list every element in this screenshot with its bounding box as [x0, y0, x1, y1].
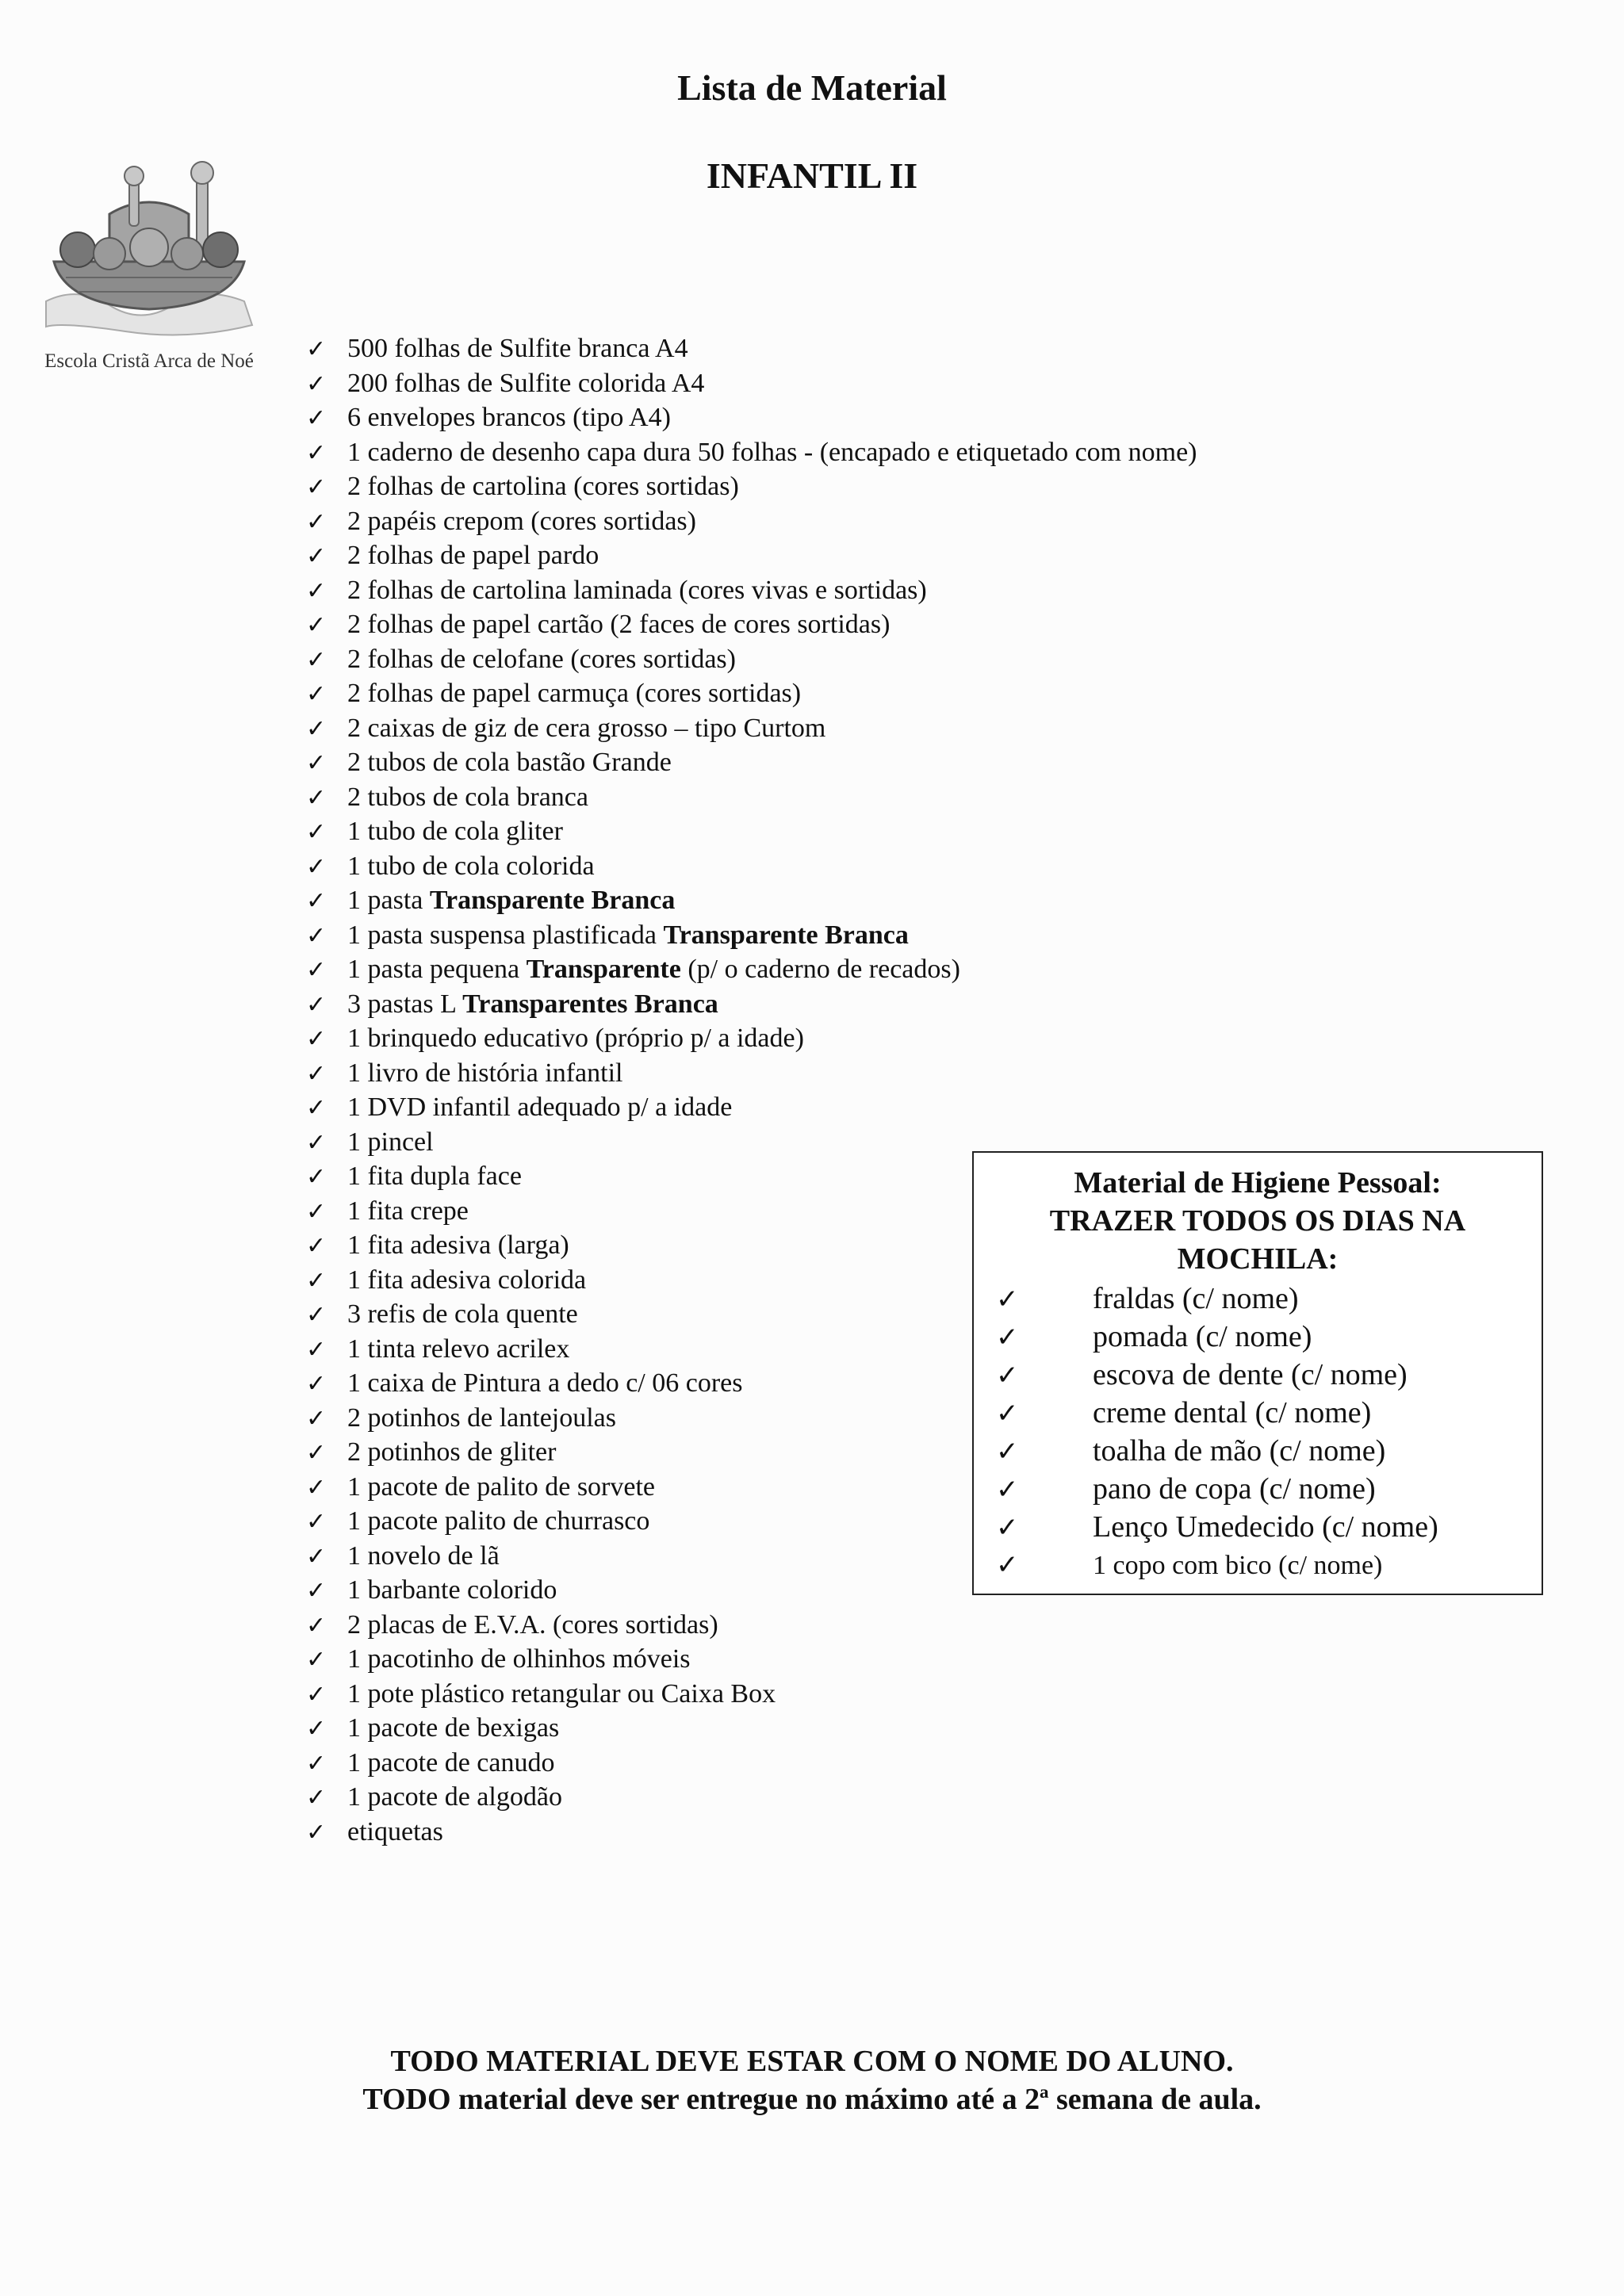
checkmark-icon: ✓	[306, 1508, 327, 1536]
checkmark-icon: ✓	[306, 1163, 327, 1191]
checkmark-icon: ✓	[306, 1059, 327, 1088]
hygiene-title-line-3: MOCHILA:	[1177, 1242, 1339, 1276]
material-item-emphasis: Transparente	[526, 955, 681, 984]
material-item-emphasis: Transparente Branca	[429, 886, 676, 915]
checkmark-icon: ✓	[996, 1436, 1019, 1468]
footer-note-1: TODO MATERIAL DEVE ESTAR COM O NOME DO ALUNO.	[390, 2045, 1234, 2078]
material-item	[306, 952, 1197, 987]
hygiene-item-text: pomada (c/ nome)	[1093, 1320, 1312, 1353]
material-item	[306, 469, 1197, 504]
material-item-text: 1 fita adesiva (larga)	[347, 1230, 569, 1260]
material-item	[306, 1677, 1197, 1712]
material-item	[306, 918, 1197, 953]
hygiene-item-text: pano de copa (c/ nome)	[1093, 1472, 1376, 1506]
material-item	[306, 1090, 1197, 1125]
material-item-text: 2 tubos de cola branca	[347, 782, 588, 812]
footer-note-2: TODO material deve ser entregue no máximo até a 2ª semana de aula.	[362, 2083, 1262, 2116]
material-item-text: 2 folhas de cartolina (cores sortidas)	[347, 472, 739, 501]
material-item-text: 1 pasta pequena	[347, 955, 527, 984]
material-item-text: 1 pasta	[347, 886, 430, 915]
material-item	[306, 1711, 1197, 1746]
page-subtitle: INFANTIL II	[706, 155, 918, 196]
material-item	[306, 573, 1197, 608]
hygiene-item	[974, 1356, 1542, 1394]
material-item	[306, 435, 1197, 470]
material-item	[306, 504, 1197, 539]
material-item-text: 1 pacote de palito de sorvete	[347, 1471, 656, 1502]
material-item	[306, 849, 1197, 884]
material-item-emphasis: Transparentes Branca	[462, 989, 718, 1019]
hygiene-item-text: 1 copo com bico (c/ nome)	[1093, 1551, 1383, 1580]
material-item-text: 2 folhas de cartolina laminada (cores vivas e sortidas)	[347, 575, 927, 605]
checkmark-icon: ✓	[306, 1715, 327, 1743]
material-item-text: 2 folhas de celofane (cores sortidas)	[347, 644, 736, 674]
material-item	[306, 1780, 1197, 1815]
checkmark-icon: ✓	[306, 1646, 327, 1674]
checkmark-icon: ✓	[996, 1512, 1019, 1544]
hygiene-item-text: Lenço Umedecido (c/ nome)	[1093, 1510, 1438, 1544]
checkmark-icon: ✓	[996, 1474, 1019, 1506]
hygiene-item	[974, 1546, 1542, 1584]
hygiene-item	[974, 1432, 1542, 1470]
material-item	[306, 538, 1197, 573]
material-item-text: 1 tinta relevo acrilex	[347, 1334, 570, 1364]
material-item	[306, 1608, 1197, 1643]
material-item-text: 1 barbante colorido	[347, 1575, 557, 1605]
material-item	[306, 987, 1197, 1022]
hygiene-item-text: toalha de mão (c/ nome)	[1093, 1434, 1386, 1468]
material-item-text: 2 potinhos de lantejoulas	[347, 1402, 617, 1433]
checkmark-icon: ✓	[306, 1197, 327, 1226]
checkmark-icon: ✓	[996, 1549, 1019, 1581]
material-item-text: 1 tubo de cola gliter	[347, 817, 563, 846]
material-item-text: 2 caixas de giz de cera grosso – tipo Curtom	[347, 713, 826, 743]
material-item-text: 1 caderno de desenho capa dura 50 folhas - (encapado e etiquetado com nome)	[347, 437, 1197, 467]
checkmark-icon: ✓	[996, 1284, 1019, 1315]
page-title: Lista de Material	[677, 67, 947, 108]
checkmark-icon: ✓	[306, 1232, 327, 1260]
checkmark-icon: ✓	[306, 1025, 327, 1053]
material-item-text: 200 folhas de Sulfite colorida A4	[347, 368, 705, 398]
checkmark-icon: ✓	[996, 1322, 1019, 1353]
checkmark-icon: ✓	[306, 1128, 327, 1157]
checkmark-icon: ✓	[306, 990, 327, 1019]
materials-list	[306, 331, 1197, 1849]
material-item	[306, 331, 1197, 366]
material-item	[306, 607, 1197, 642]
checkmark-icon: ✓	[306, 1335, 327, 1364]
material-item-text: 2 folhas de papel carmuça (cores sortidas)	[347, 679, 802, 708]
checkmark-icon: ✓	[996, 1360, 1019, 1391]
material-item-text: 1 caixa de Pintura a dedo c/ 06 cores	[347, 1368, 743, 1398]
material-item-text: 1 pote plástico retangular ou Caixa Box	[347, 1678, 776, 1709]
checkmark-icon: ✓	[306, 714, 327, 743]
checkmark-icon: ✓	[306, 542, 327, 570]
hygiene-item	[974, 1280, 1542, 1318]
checkmark-icon: ✓	[306, 369, 327, 398]
material-item-text: 500 folhas de Sulfite branca A4	[347, 334, 688, 363]
checkmark-icon: ✓	[306, 1473, 327, 1502]
hygiene-item-text: creme dental (c/ nome)	[1093, 1396, 1372, 1429]
hygiene-item-text: fraldas (c/ nome)	[1093, 1282, 1299, 1315]
material-item	[306, 883, 1197, 918]
material-item-text: 3 refis de cola quente	[347, 1299, 578, 1329]
material-item-suffix: (p/ o caderno de recados)	[680, 955, 960, 984]
checkmark-icon: ✓	[306, 1749, 327, 1777]
checkmark-icon: ✓	[306, 1818, 327, 1846]
checkmark-icon: ✓	[306, 956, 327, 984]
hygiene-item-text: escova de dente (c/ nome)	[1093, 1358, 1408, 1391]
checkmark-icon: ✓	[306, 680, 327, 708]
checkmark-icon: ✓	[306, 749, 327, 777]
hygiene-item	[974, 1394, 1542, 1432]
school-logo	[30, 143, 268, 381]
checkmark-icon: ✓	[306, 507, 327, 536]
material-item-text: 1 livro de história infantil	[347, 1058, 623, 1088]
material-item	[306, 780, 1197, 815]
material-item	[306, 366, 1197, 401]
material-item-text: 1 brinquedo educativo (próprio p/ a idade)	[347, 1024, 804, 1053]
hygiene-title-line-1: Material de Higiene Pessoal:	[1074, 1166, 1442, 1200]
material-item-text: 1 pincel	[347, 1127, 434, 1157]
hygiene-list	[974, 1280, 1542, 1584]
checkmark-icon: ✓	[306, 473, 327, 501]
material-item	[306, 1056, 1197, 1091]
checkmark-icon: ✓	[306, 1301, 327, 1329]
checkmark-icon: ✓	[306, 611, 327, 639]
checkmark-icon: ✓	[306, 1266, 327, 1295]
material-item	[306, 745, 1197, 780]
logo-caption: Escola Cristã Arca de Noé	[44, 350, 254, 372]
checkmark-icon: ✓	[996, 1398, 1019, 1429]
checkmark-icon: ✓	[306, 1404, 327, 1433]
material-item-text: 2 placas de E.V.A. (cores sortidas)	[347, 1609, 718, 1640]
checkmark-icon: ✓	[306, 645, 327, 674]
hygiene-title-line-2: TRAZER TODOS OS DIAS NA	[1049, 1204, 1466, 1238]
checkmark-icon: ✓	[306, 1784, 327, 1812]
material-item	[306, 676, 1197, 711]
checkmark-icon: ✓	[306, 818, 327, 846]
material-item-text: 1 DVD infantil adequado p/ a idade	[347, 1093, 733, 1122]
material-item-text: 1 fita adesiva colorida	[347, 1265, 587, 1295]
checkmark-icon: ✓	[306, 576, 327, 605]
hygiene-item	[974, 1508, 1542, 1546]
material-item-text: 1 pacote de canudo	[347, 1747, 555, 1777]
material-item-text: etiquetas	[347, 1816, 443, 1846]
checkmark-icon: ✓	[306, 921, 327, 950]
checkmark-icon: ✓	[306, 404, 327, 432]
checkmark-icon: ✓	[306, 335, 327, 363]
material-item-text: 1 pacote palito de churrasco	[347, 1506, 650, 1536]
checkmark-icon: ✓	[306, 1542, 327, 1571]
hygiene-item	[974, 1470, 1542, 1508]
material-item	[306, 814, 1197, 849]
material-item-text: 1 pasta suspensa plastificada	[347, 920, 664, 950]
checkmark-icon: ✓	[306, 1370, 327, 1398]
checkmark-icon: ✓	[306, 1611, 327, 1640]
checkmark-icon: ✓	[306, 1094, 327, 1122]
material-item-text: 3 pastas L	[347, 989, 463, 1019]
material-item-text: 1 pacote de algodão	[347, 1782, 562, 1812]
material-item-text: 1 tubo de cola colorida	[347, 851, 595, 881]
material-item	[306, 1021, 1197, 1056]
material-item-text: 1 novelo de lã	[347, 1540, 500, 1571]
material-item-text: 1 pacote de bexigas	[347, 1713, 560, 1743]
checkmark-icon: ✓	[306, 887, 327, 915]
checkmark-icon: ✓	[306, 783, 327, 812]
hygiene-item	[974, 1318, 1542, 1356]
material-item	[306, 1815, 1197, 1850]
checkmark-icon: ✓	[306, 852, 327, 881]
material-item	[306, 642, 1197, 677]
checkmark-icon: ✓	[306, 1577, 327, 1605]
material-item-text: 6 envelopes brancos (tipo A4)	[347, 403, 671, 432]
material-item-text: 2 folhas de papel pardo	[347, 541, 599, 570]
checkmark-icon: ✓	[306, 438, 327, 467]
hygiene-title	[974, 1153, 1542, 1278]
material-item	[306, 711, 1197, 746]
material-item-text: 2 papéis crepom (cores sortidas)	[347, 506, 696, 536]
hygiene-box	[972, 1151, 1543, 1595]
checkmark-icon: ✓	[306, 1439, 327, 1467]
material-item-text: 1 fita crepe	[347, 1196, 469, 1226]
material-item	[306, 400, 1197, 435]
checkmark-icon: ✓	[306, 1680, 327, 1709]
material-item-emphasis: Transparente Branca	[663, 920, 909, 950]
noahs-ark-icon	[30, 143, 268, 341]
material-item-text: 2 potinhos de gliter	[347, 1437, 557, 1467]
material-item-text: 2 tubos de cola bastão Grande	[347, 748, 672, 777]
material-item-text: 1 pacotinho de olhinhos móveis	[347, 1644, 691, 1674]
material-item-text: 2 folhas de papel cartão (2 faces de cores sortidas)	[347, 610, 891, 639]
material-item	[306, 1642, 1197, 1677]
material-item	[306, 1746, 1197, 1781]
material-item-text: 1 fita dupla face	[347, 1161, 522, 1191]
